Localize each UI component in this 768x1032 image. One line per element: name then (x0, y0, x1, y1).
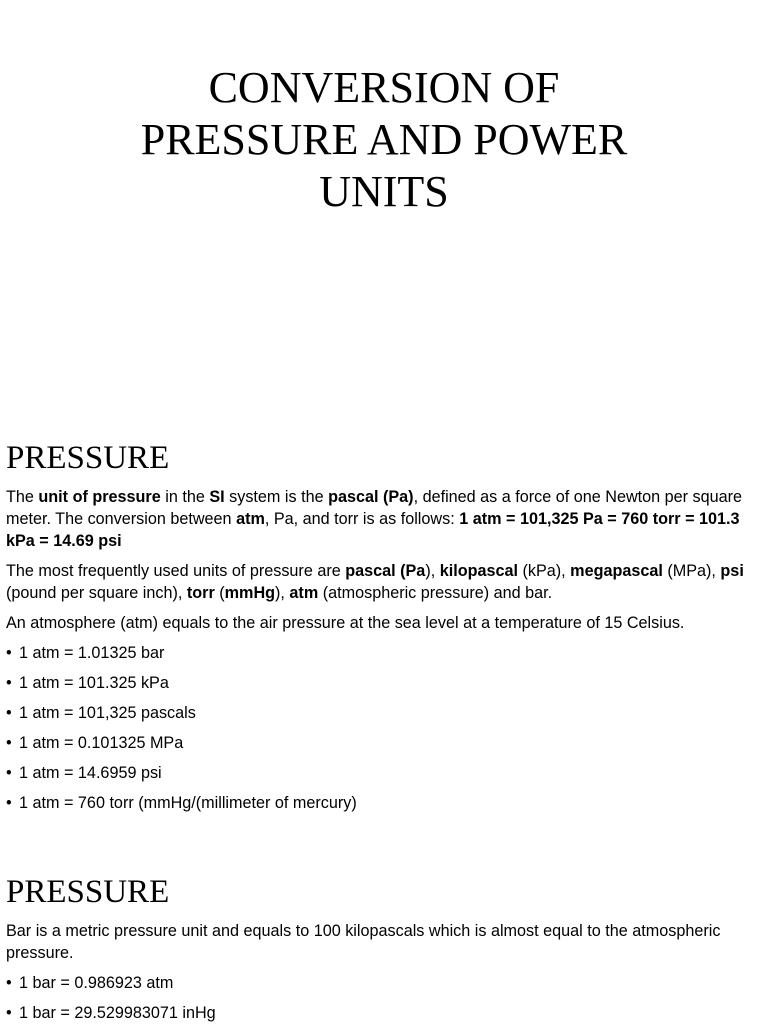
title-line-2: PRESSURE AND POWER (140, 115, 628, 164)
list-item-text: 1 bar = 0.986923 atm (19, 974, 174, 992)
text-run: in the (160, 488, 210, 506)
bar-paragraph: Bar is a metric pressure unit and equals to 100 kilopascals which is almost equal to the atmospheric pressure. (6, 922, 721, 962)
text-run: (kPa), (518, 562, 571, 580)
list-item-text: 1 atm = 1.01325 bar (19, 644, 165, 662)
bold-run: megapascal (570, 562, 663, 580)
title-line-1: CONVERSION OF (208, 63, 560, 112)
list-item (6, 1002, 766, 1024)
bar-conversion-list (6, 972, 766, 1024)
slide-body (6, 486, 766, 822)
text-run: (pound per square inch), (6, 584, 187, 602)
page-title (60, 62, 708, 218)
bold-run: torr (186, 584, 215, 602)
list-item (6, 672, 766, 694)
list-item (6, 642, 766, 664)
text-run: ), (275, 584, 290, 602)
bullet-icon: • (6, 764, 12, 782)
bullet-icon: • (6, 794, 12, 812)
text-run: ( (214, 584, 225, 602)
list-item-text: 1 atm = 760 torr (mmHg/(millimeter of mercury) (19, 794, 357, 812)
bold-run: pascal (Pa (345, 562, 426, 580)
bullet-icon: • (6, 674, 12, 692)
bold-run: pascal (Pa) (328, 488, 414, 506)
slide-body (6, 920, 766, 1032)
bullet-icon: • (6, 644, 12, 662)
pressure-slide-1 (0, 430, 768, 860)
text-run: , defined as a force of one Newton per square meter. The conversion between (6, 488, 743, 528)
list-item-text: 1 atm = 0.101325 MPa (19, 734, 184, 752)
bold-run: kilopascal (439, 562, 518, 580)
text-run: (atmospheric pressure) and bar. (318, 584, 553, 602)
bold-run: atm (289, 584, 319, 602)
list-item-text: 1 atm = 101,325 pascals (19, 704, 196, 722)
bullet-icon: • (6, 734, 12, 752)
bold-run: SI (209, 488, 225, 506)
text-run: (MPa), (662, 562, 721, 580)
bold-run: mmHg (224, 584, 276, 602)
bullet-icon: • (6, 974, 12, 992)
text-run: , Pa, and torr is as follows: (264, 510, 460, 528)
conversion-list (6, 642, 766, 814)
list-item-text: 1 atm = 101.325 kPa (19, 674, 169, 692)
title-line-3: UNITS (319, 167, 449, 216)
list-item-text: 1 bar = 29.529983071 inHg (19, 1004, 216, 1022)
list-item (6, 762, 766, 784)
atmosphere-paragraph: An atmosphere (atm) equals to the air pressure at the sea level at a temperature of 15 Celsius. (6, 614, 685, 632)
text-run: The (6, 488, 39, 506)
pascal-definition-paragraph (6, 486, 766, 552)
title-slide (0, 0, 768, 420)
list-item (6, 702, 766, 724)
list-item (6, 792, 766, 814)
list-item (6, 972, 766, 994)
pressure-slide-2 (0, 864, 768, 1024)
bullet-icon: • (6, 704, 12, 722)
text-run: The most frequently used units of pressure are (6, 562, 346, 580)
list-item-text: 1 atm = 14.6959 psi (19, 764, 162, 782)
bold-run: psi (720, 562, 744, 580)
bold-run: atm (236, 510, 265, 528)
bold-run: 1 atm = 101,325 Pa = 760 torr = 101.3 kPa = 14.69 psi (6, 510, 740, 550)
slide-heading: PRESSURE (6, 440, 170, 476)
slide-heading: PRESSURE (6, 874, 170, 910)
list-item (6, 732, 766, 754)
text-run: ), (425, 562, 440, 580)
bold-run: unit of pressure (38, 488, 161, 506)
bullet-icon: • (6, 1004, 12, 1022)
units-paragraph (6, 560, 766, 604)
text-run: system is the (224, 488, 329, 506)
